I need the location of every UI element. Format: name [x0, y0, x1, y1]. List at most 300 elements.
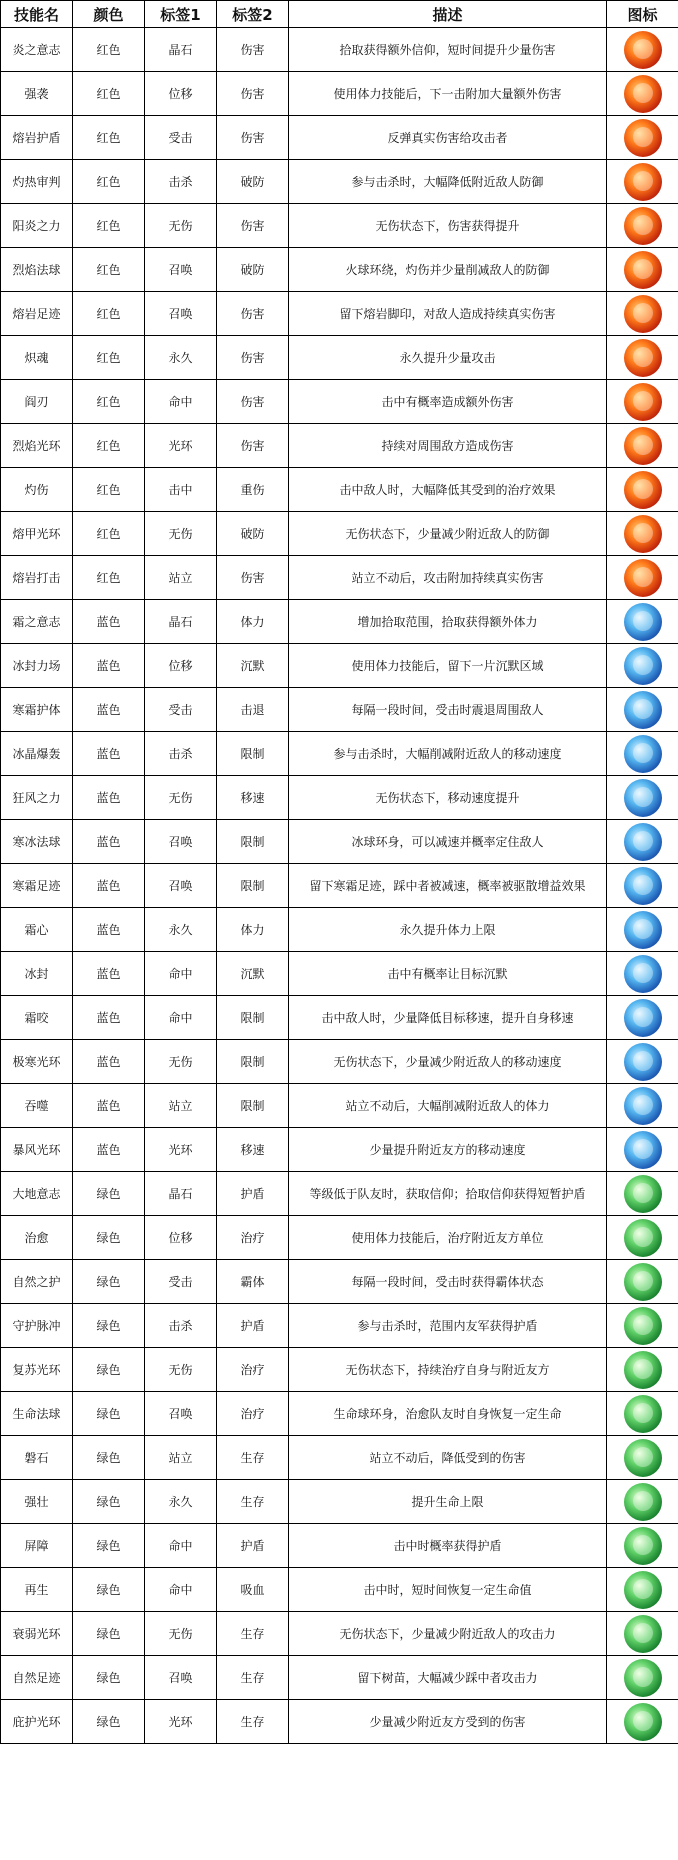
icon-cell	[607, 380, 678, 424]
color-cell: 蓝色	[73, 952, 145, 996]
frost-will-icon	[624, 603, 662, 641]
nature-guard-icon	[624, 1263, 662, 1301]
header-description: 描述	[289, 1, 607, 28]
tag1-cell: 站立	[145, 556, 217, 600]
color-cell: 蓝色	[73, 1040, 145, 1084]
tag2-cell: 限制	[217, 1084, 289, 1128]
table-row	[1, 1040, 678, 1084]
description-cell: 击中敌人时，大幅降低其受到的治疗效果	[289, 468, 607, 512]
assault-icon	[624, 75, 662, 113]
description-cell: 参与击杀时，范围内友军获得护盾	[289, 1304, 607, 1348]
tag1-cell: 位移	[145, 1216, 217, 1260]
color-cell: 红色	[73, 160, 145, 204]
table-row	[1, 380, 678, 424]
tag1-cell: 无伤	[145, 204, 217, 248]
tag2-cell: 治疗	[217, 1392, 289, 1436]
table-row	[1, 1348, 678, 1392]
icon-cell	[607, 116, 678, 160]
description-cell: 无伤状态下，持续治疗自身与附近友方	[289, 1348, 607, 1392]
table-row	[1, 1084, 678, 1128]
tag2-cell: 伤害	[217, 424, 289, 468]
skill-name-cell: 烈焰光环	[1, 424, 73, 468]
tag2-cell: 护盾	[217, 1172, 289, 1216]
table-row	[1, 292, 678, 336]
freeze-icon	[624, 955, 662, 993]
tag2-cell: 治疗	[217, 1348, 289, 1392]
color-cell: 蓝色	[73, 908, 145, 952]
skill-name-cell: 熔岩护盾	[1, 116, 73, 160]
regeneration-plus-icon	[624, 1571, 662, 1609]
table-row	[1, 952, 678, 996]
table-row	[1, 644, 678, 688]
table-row	[1, 1568, 678, 1612]
tag2-cell: 护盾	[217, 1304, 289, 1348]
table-row	[1, 28, 678, 72]
hell-blade-icon	[624, 383, 662, 421]
tag2-cell: 生存	[217, 1436, 289, 1480]
tag2-cell: 限制	[217, 996, 289, 1040]
color-cell: 蓝色	[73, 1128, 145, 1172]
icon-cell	[607, 1128, 678, 1172]
description-cell: 少量减少附近友方受到的伤害	[289, 1700, 607, 1744]
tag1-cell: 命中	[145, 380, 217, 424]
table-row	[1, 776, 678, 820]
color-cell: 红色	[73, 468, 145, 512]
melt-armor-aura-icon	[624, 515, 662, 553]
header-tag1: 标签1	[145, 1, 217, 28]
table-row	[1, 248, 678, 292]
skill-name-cell: 狂风之力	[1, 776, 73, 820]
icon-cell	[607, 72, 678, 116]
tag2-cell: 击退	[217, 688, 289, 732]
tag1-cell: 击杀	[145, 732, 217, 776]
color-cell: 红色	[73, 380, 145, 424]
tag2-cell: 生存	[217, 1700, 289, 1744]
table-row	[1, 72, 678, 116]
tag2-cell: 生存	[217, 1612, 289, 1656]
flame-will-icon	[624, 31, 662, 69]
icon-cell	[607, 864, 678, 908]
icon-cell	[607, 996, 678, 1040]
tag1-cell: 位移	[145, 72, 217, 116]
color-cell: 蓝色	[73, 688, 145, 732]
skill-name-cell: 守护脉冲	[1, 1304, 73, 1348]
icon-cell	[607, 1084, 678, 1128]
icon-cell	[607, 1612, 678, 1656]
tag1-cell: 无伤	[145, 1348, 217, 1392]
lava-shield-icon	[624, 119, 662, 157]
icon-cell	[607, 1524, 678, 1568]
nature-footprint-icon	[624, 1659, 662, 1697]
skill-name-cell: 熔岩足迹	[1, 292, 73, 336]
description-cell: 反弹真实伤害给攻击者	[289, 116, 607, 160]
icon-cell	[607, 512, 678, 556]
color-cell: 蓝色	[73, 600, 145, 644]
description-cell: 每隔一段时间，受击时获得霸体状态	[289, 1260, 607, 1304]
tag2-cell: 限制	[217, 1040, 289, 1084]
tag2-cell: 伤害	[217, 292, 289, 336]
tag2-cell: 伤害	[217, 556, 289, 600]
tag1-cell: 召唤	[145, 248, 217, 292]
icon-cell	[607, 468, 678, 512]
description-cell: 站立不动后，降低受到的伤害	[289, 1436, 607, 1480]
description-cell: 永久提升体力上限	[289, 908, 607, 952]
tag1-cell: 晶石	[145, 600, 217, 644]
description-cell: 使用体力技能后，治疗附近友方单位	[289, 1216, 607, 1260]
tag1-cell: 无伤	[145, 512, 217, 556]
skill-name-cell: 吞噬	[1, 1084, 73, 1128]
tag1-cell: 光环	[145, 1128, 217, 1172]
guardian-pulse-icon	[624, 1307, 662, 1345]
tag2-cell: 破防	[217, 248, 289, 292]
color-cell: 蓝色	[73, 864, 145, 908]
icon-cell	[607, 1304, 678, 1348]
skill-name-cell: 炽魂	[1, 336, 73, 380]
table-row	[1, 864, 678, 908]
color-cell: 蓝色	[73, 996, 145, 1040]
tag1-cell: 命中	[145, 1568, 217, 1612]
tag1-cell: 受击	[145, 1260, 217, 1304]
table-row	[1, 600, 678, 644]
color-cell: 绿色	[73, 1568, 145, 1612]
skill-name-cell: 再生	[1, 1568, 73, 1612]
description-cell: 留下树苗，大幅减少踩中者攻击力	[289, 1656, 607, 1700]
ice-field-icon	[624, 647, 662, 685]
table-row	[1, 116, 678, 160]
description-cell: 无伤状态下，少量减少附近敌人的移动速度	[289, 1040, 607, 1084]
shelter-aura-icon	[624, 1703, 662, 1741]
ice-orb-icon	[624, 823, 662, 861]
extreme-cold-aura-icon	[624, 1043, 662, 1081]
tag2-cell: 移速	[217, 776, 289, 820]
table-row	[1, 204, 678, 248]
revival-aura-icon	[624, 1351, 662, 1389]
icon-cell	[607, 1172, 678, 1216]
description-cell: 每隔一段时间，受击时震退周围敌人	[289, 688, 607, 732]
table-row	[1, 1392, 678, 1436]
skill-name-cell: 冰封	[1, 952, 73, 996]
tag2-cell: 生存	[217, 1480, 289, 1524]
tag1-cell: 晶石	[145, 28, 217, 72]
table-row	[1, 1656, 678, 1700]
skill-name-cell: 强壮	[1, 1480, 73, 1524]
tag1-cell: 永久	[145, 908, 217, 952]
skill-name-cell: 熔甲光环	[1, 512, 73, 556]
tag2-cell: 体力	[217, 908, 289, 952]
lava-footprint-icon	[624, 295, 662, 333]
skill-name-cell: 治愈	[1, 1216, 73, 1260]
color-cell: 红色	[73, 292, 145, 336]
skill-name-cell: 炎之意志	[1, 28, 73, 72]
description-cell: 参与击杀时，大幅降低附近敌人防御	[289, 160, 607, 204]
frost-footprint-icon	[624, 867, 662, 905]
tag2-cell: 移速	[217, 1128, 289, 1172]
color-cell: 红色	[73, 116, 145, 160]
tag1-cell: 站立	[145, 1436, 217, 1480]
color-cell: 绿色	[73, 1524, 145, 1568]
skill-name-cell: 强袭	[1, 72, 73, 116]
tag1-cell: 受击	[145, 688, 217, 732]
description-cell: 冰球环身，可以减速并概率定住敌人	[289, 820, 607, 864]
description-cell: 击中时，短时间恢复一定生命值	[289, 1568, 607, 1612]
description-cell: 拾取获得额外信仰，短时间提升少量伤害	[289, 28, 607, 72]
frost-bite-icon	[624, 999, 662, 1037]
table-row	[1, 688, 678, 732]
color-cell: 红色	[73, 512, 145, 556]
skill-name-cell: 屏障	[1, 1524, 73, 1568]
table-row	[1, 1612, 678, 1656]
table-row	[1, 996, 678, 1040]
skill-name-cell: 烈焰法球	[1, 248, 73, 292]
bedrock-icon	[624, 1439, 662, 1477]
table-row	[1, 1480, 678, 1524]
color-cell: 绿色	[73, 1260, 145, 1304]
tag1-cell: 位移	[145, 644, 217, 688]
description-cell: 生命球环身，治愈队友时自身恢复一定生命	[289, 1392, 607, 1436]
sturdy-icon	[624, 1483, 662, 1521]
description-cell: 击中有概率让目标沉默	[289, 952, 607, 996]
skill-name-cell: 霜咬	[1, 996, 73, 1040]
icon-cell	[607, 1568, 678, 1612]
tag2-cell: 伤害	[217, 380, 289, 424]
icon-cell	[607, 1216, 678, 1260]
color-cell: 红色	[73, 424, 145, 468]
header-skill-name: 技能名	[1, 1, 73, 28]
icon-cell	[607, 732, 678, 776]
description-cell: 永久提升少量攻击	[289, 336, 607, 380]
tag1-cell: 命中	[145, 1524, 217, 1568]
color-cell: 蓝色	[73, 1084, 145, 1128]
header-row	[1, 1, 678, 28]
tag2-cell: 霸体	[217, 1260, 289, 1304]
color-cell: 绿色	[73, 1436, 145, 1480]
table-row	[1, 1436, 678, 1480]
color-cell: 红色	[73, 248, 145, 292]
table-row	[1, 556, 678, 600]
skill-name-cell: 生命法球	[1, 1392, 73, 1436]
table-row	[1, 336, 678, 380]
skill-name-cell: 复苏光环	[1, 1348, 73, 1392]
tag1-cell: 永久	[145, 1480, 217, 1524]
icon-cell	[607, 160, 678, 204]
skill-name-cell: 冰晶爆轰	[1, 732, 73, 776]
tag1-cell: 召唤	[145, 1392, 217, 1436]
color-cell: 绿色	[73, 1304, 145, 1348]
description-cell: 留下寒霜足迹，踩中者被减速，概率被驱散增益效果	[289, 864, 607, 908]
color-cell: 绿色	[73, 1700, 145, 1744]
tag2-cell: 破防	[217, 512, 289, 556]
skill-name-cell: 霜心	[1, 908, 73, 952]
description-cell: 参与击杀时，大幅削减附近敌人的移动速度	[289, 732, 607, 776]
tag2-cell: 限制	[217, 864, 289, 908]
header-tag2: 标签2	[217, 1, 289, 28]
description-cell: 站立不动后，攻击附加持续真实伤害	[289, 556, 607, 600]
icon-cell	[607, 424, 678, 468]
skill-name-cell: 寒霜足迹	[1, 864, 73, 908]
flame-aura-icon	[624, 427, 662, 465]
devour-icon	[624, 1087, 662, 1125]
frost-heart-icon	[624, 911, 662, 949]
scorching-judgment-icon	[624, 163, 662, 201]
description-cell: 无伤状态下，移动速度提升	[289, 776, 607, 820]
tag2-cell: 伤害	[217, 116, 289, 160]
color-cell: 红色	[73, 336, 145, 380]
description-cell: 站立不动后，大幅削减附近敌人的体力	[289, 1084, 607, 1128]
tag1-cell: 无伤	[145, 1612, 217, 1656]
tag1-cell: 无伤	[145, 1040, 217, 1084]
icon-cell	[607, 248, 678, 292]
tag1-cell: 永久	[145, 336, 217, 380]
icon-cell	[607, 28, 678, 72]
tag1-cell: 击杀	[145, 1304, 217, 1348]
table-row	[1, 424, 678, 468]
table-row	[1, 160, 678, 204]
icon-cell	[607, 820, 678, 864]
tag2-cell: 伤害	[217, 204, 289, 248]
tag1-cell: 召唤	[145, 820, 217, 864]
icon-cell	[607, 688, 678, 732]
skill-name-cell: 自然足迹	[1, 1656, 73, 1700]
table-row	[1, 468, 678, 512]
tag2-cell: 限制	[217, 732, 289, 776]
skill-name-cell: 庇护光环	[1, 1700, 73, 1744]
skill-name-cell: 寒霜护体	[1, 688, 73, 732]
skill-name-cell: 霜之意志	[1, 600, 73, 644]
tag2-cell: 重伤	[217, 468, 289, 512]
blazing-soul-icon	[624, 339, 662, 377]
table-row	[1, 1700, 678, 1744]
tag2-cell: 沉默	[217, 644, 289, 688]
tag1-cell: 光环	[145, 424, 217, 468]
tag1-cell: 击中	[145, 468, 217, 512]
tag2-cell: 伤害	[217, 336, 289, 380]
color-cell: 红色	[73, 556, 145, 600]
frost-guard-icon	[624, 691, 662, 729]
gale-power-icon	[624, 779, 662, 817]
weakness-aura-icon	[624, 1615, 662, 1653]
tag1-cell: 光环	[145, 1700, 217, 1744]
tag2-cell: 伤害	[217, 28, 289, 72]
tag2-cell: 破防	[217, 160, 289, 204]
skill-name-cell: 冰封力场	[1, 644, 73, 688]
life-orb-icon	[624, 1395, 662, 1433]
color-cell: 绿色	[73, 1656, 145, 1700]
icon-cell	[607, 952, 678, 996]
tag1-cell: 无伤	[145, 776, 217, 820]
table-row	[1, 820, 678, 864]
color-cell: 红色	[73, 204, 145, 248]
icon-cell	[607, 1700, 678, 1744]
icon-cell	[607, 1480, 678, 1524]
burn-icon	[624, 471, 662, 509]
heal-icon	[624, 1219, 662, 1257]
description-cell: 击中敌人时，少量降低目标移速，提升自身移速	[289, 996, 607, 1040]
color-cell: 绿色	[73, 1480, 145, 1524]
table-row	[1, 732, 678, 776]
description-cell: 少量提升附近友方的移动速度	[289, 1128, 607, 1172]
tag1-cell: 召唤	[145, 292, 217, 336]
icon-cell	[607, 644, 678, 688]
color-cell: 绿色	[73, 1172, 145, 1216]
color-cell: 绿色	[73, 1216, 145, 1260]
description-cell: 使用体力技能后，留下一片沉默区域	[289, 644, 607, 688]
lava-strike-icon	[624, 559, 662, 597]
color-cell: 红色	[73, 28, 145, 72]
skill-name-cell: 熔岩打击	[1, 556, 73, 600]
description-cell: 击中有概率造成额外伤害	[289, 380, 607, 424]
description-cell: 无伤状态下，少量减少附近敌人的攻击力	[289, 1612, 607, 1656]
tag2-cell: 治疗	[217, 1216, 289, 1260]
tag2-cell: 生存	[217, 1656, 289, 1700]
table-row	[1, 1128, 678, 1172]
icon-cell	[607, 1436, 678, 1480]
skill-name-cell: 自然之护	[1, 1260, 73, 1304]
barrier-icon	[624, 1527, 662, 1565]
header-icon: 图标	[607, 1, 678, 28]
icon-cell	[607, 336, 678, 380]
icon-cell	[607, 556, 678, 600]
skill-name-cell: 极寒光环	[1, 1040, 73, 1084]
skill-name-cell: 磐石	[1, 1436, 73, 1480]
storm-aura-icon	[624, 1131, 662, 1169]
table-row	[1, 908, 678, 952]
color-cell: 蓝色	[73, 732, 145, 776]
table-row	[1, 1304, 678, 1348]
icon-cell	[607, 1348, 678, 1392]
color-cell: 蓝色	[73, 644, 145, 688]
tag2-cell: 伤害	[217, 72, 289, 116]
skill-name-cell: 大地意志	[1, 1172, 73, 1216]
skill-name-cell: 阎刃	[1, 380, 73, 424]
skill-name-cell: 灼伤	[1, 468, 73, 512]
table-row	[1, 1216, 678, 1260]
description-cell: 火球环绕，灼伤并少量削减敌人的防御	[289, 248, 607, 292]
description-cell: 持续对周围敌方造成伤害	[289, 424, 607, 468]
tag1-cell: 晶石	[145, 1172, 217, 1216]
tag1-cell: 命中	[145, 996, 217, 1040]
tag2-cell: 体力	[217, 600, 289, 644]
tag2-cell: 沉默	[217, 952, 289, 996]
skill-name-cell: 衰弱光环	[1, 1612, 73, 1656]
skill-name-cell: 暴风光环	[1, 1128, 73, 1172]
color-cell: 蓝色	[73, 776, 145, 820]
tag1-cell: 召唤	[145, 1656, 217, 1700]
icon-cell	[607, 600, 678, 644]
earth-will-icon	[624, 1175, 662, 1213]
tag2-cell: 吸血	[217, 1568, 289, 1612]
icon-cell	[607, 204, 678, 248]
icon-cell	[607, 1656, 678, 1700]
color-cell: 绿色	[73, 1348, 145, 1392]
table-row	[1, 512, 678, 556]
header-color: 颜色	[73, 1, 145, 28]
ice-crystal-blast-icon	[624, 735, 662, 773]
description-cell: 无伤状态下，伤害获得提升	[289, 204, 607, 248]
tag1-cell: 召唤	[145, 864, 217, 908]
icon-cell	[607, 1260, 678, 1304]
skills-table-body	[1, 28, 678, 1744]
tag2-cell: 护盾	[217, 1524, 289, 1568]
tag2-cell: 限制	[217, 820, 289, 864]
table-row	[1, 1172, 678, 1216]
table-row	[1, 1524, 678, 1568]
icon-cell	[607, 908, 678, 952]
tag1-cell: 受击	[145, 116, 217, 160]
color-cell: 红色	[73, 72, 145, 116]
tag1-cell: 击杀	[145, 160, 217, 204]
description-cell: 留下熔岩脚印，对敌人造成持续真实伤害	[289, 292, 607, 336]
description-cell: 无伤状态下，少量减少附近敌人的防御	[289, 512, 607, 556]
